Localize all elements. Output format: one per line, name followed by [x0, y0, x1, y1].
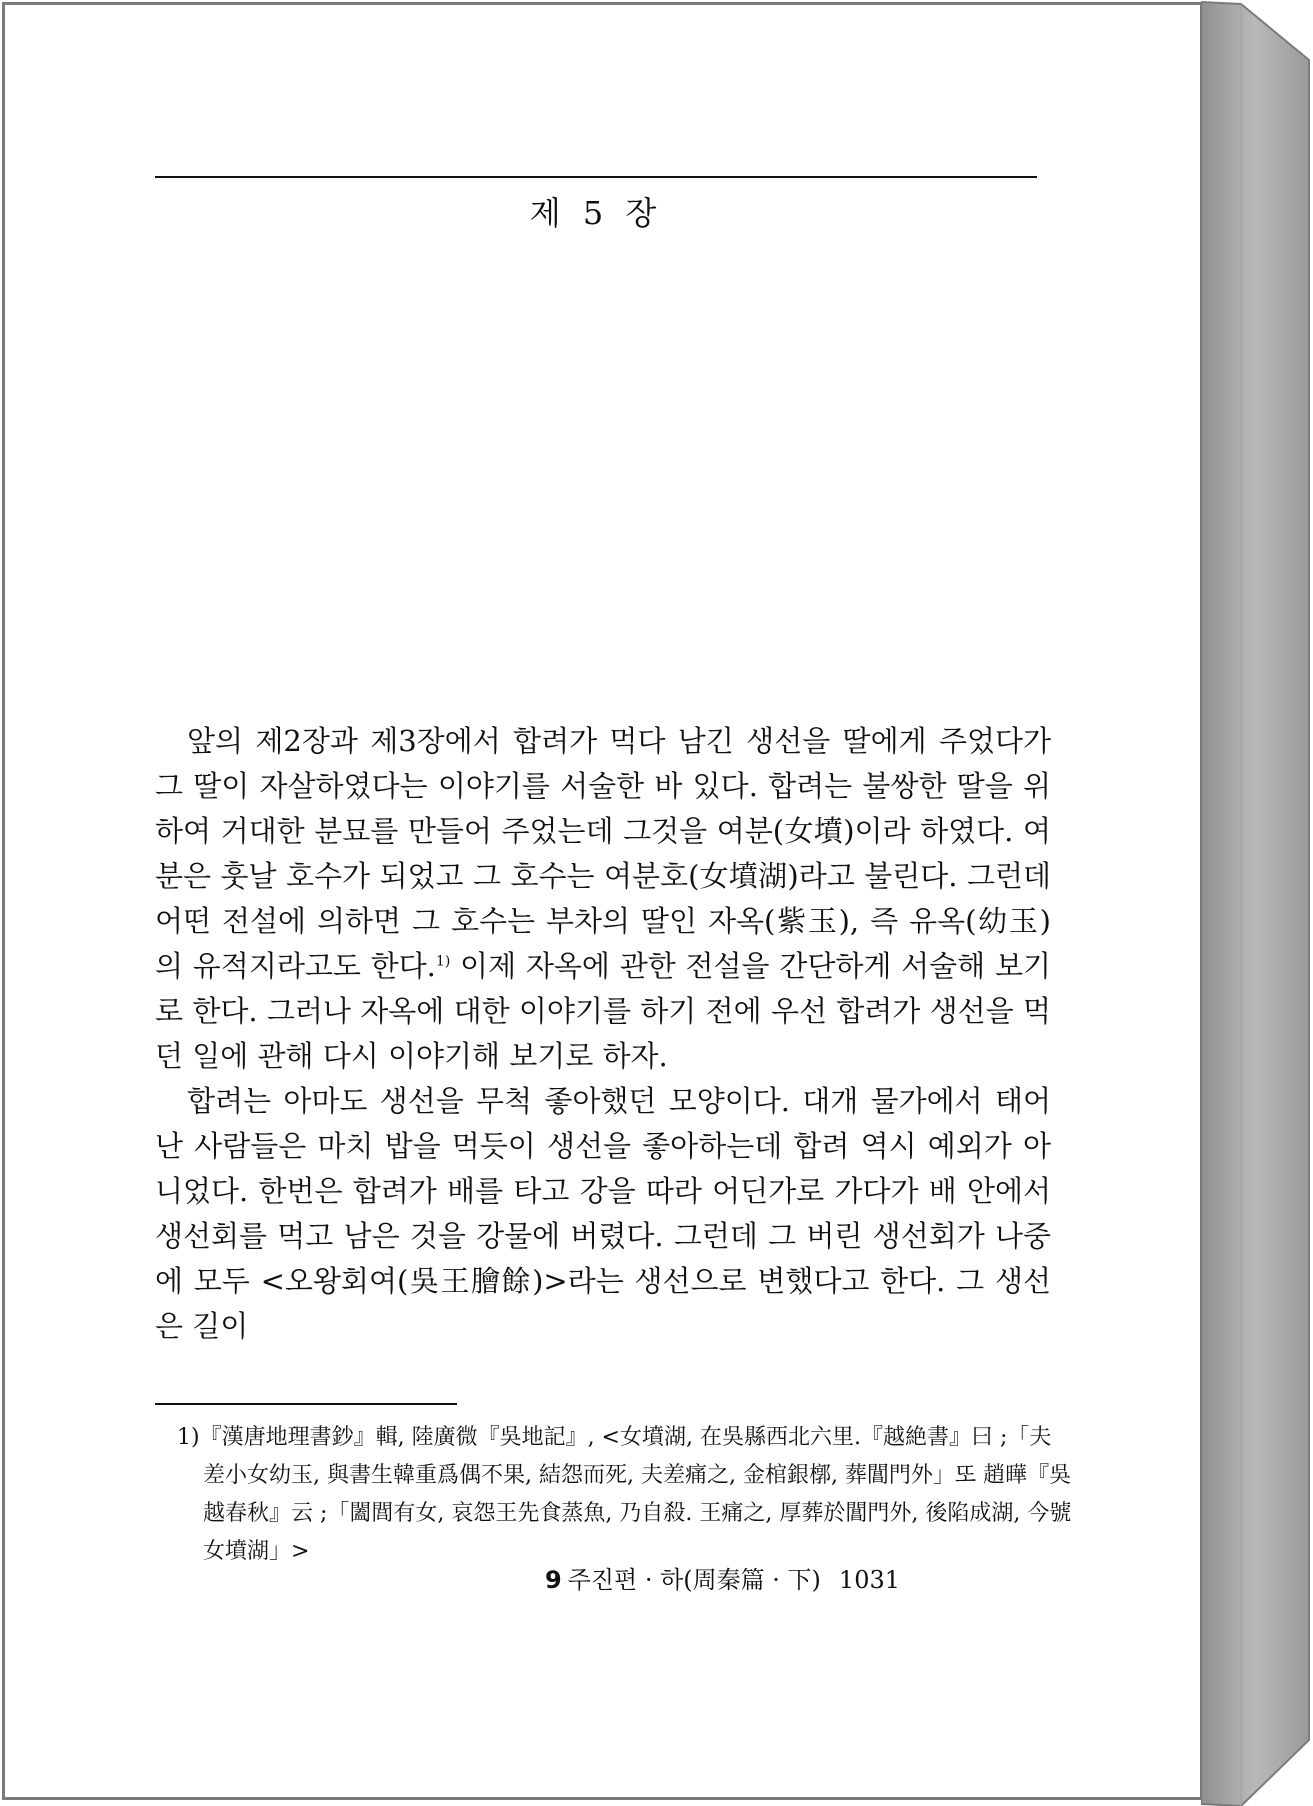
section-title: 주진편 · 하(周秦篇 · 下)	[567, 1566, 821, 1594]
footnote-divider	[155, 1403, 457, 1405]
body-text	[155, 719, 1051, 1349]
paragraph-2: 합려는 아마도 생선을 무척 좋아했던 모양이다. 대개 물가에서 태어난 사람들은 마치 밥을 먹듯이 생선을 좋아하는데 합려 역시 예외가 아니었다. 한번은 합려가 배를 타고 강을 따라 어딘가로 가다가 배 안에서 생선회를 먹고 남은 것을 강물에 버렸다. 그런데 그 버린 생선회가 나중에 모두 <오왕회여(吳王膾餘)>라는 생선으로 변했다고 한다. 그 생선은 길이	[155, 1084, 1051, 1343]
volume-number: 9	[544, 1566, 562, 1594]
paragraph-1	[155, 719, 1051, 1079]
footnote-reference-1: 1)	[435, 953, 451, 970]
book-page	[2, 2, 1203, 1800]
running-footer	[545, 1563, 900, 1597]
paragraph-1-text: 앞의 제2장과 제3장에서 합려가 먹다 남긴 생선을 딸에게 주었다가 그 딸이 자살하였다는 이야기를 서술한 바 있다. 합려는 불쌍한 딸을 위하여 거대한 분묘를 만들어 주었는데 그것을 여분(女墳)이라 하였다. 여분은 훗날 호수가 되었고 그 호수는 여분호(女墳湖)라고 불린다. 그런데 어떤 전설에 의하면 그 호수는 부차의 딸인 자옥(紫玉), 즉 유옥(幼玉)의 유적지라고도 한다.	[155, 724, 1051, 983]
footnote-1: 1)『漢唐地理書鈔』輯, 陸廣微『吳地記』, <女墳湖, 在吳縣西北六里.『越絶書』曰 ;「夫差小女幼玉, 與書生韓重爲偶不果, 結怨而死, 夫差痛之, 金棺銀槨, 葬閶門外」또 趙曄『吳越春秋』云 ;「闔閭有女, 哀怨王先食蒸魚, 乃自殺. 王痛之, 厚葬於閶門外, 後陷成湖, 今號女墳湖」>	[177, 1425, 1072, 1564]
book-page-edge	[1201, 0, 1313, 1806]
chapter-title: 제 5 장	[529, 194, 663, 232]
page-number: 1031	[838, 1566, 900, 1594]
chapter-header-rule	[155, 176, 1037, 178]
paragraph-1-text-continued: 이제 자옥에 관한 전설을 간단하게 서술해 보기로 한다. 그러나 자옥에 대한 이야기를 하기 전에 우선 합려가 생선을 먹던 일에 관해 다시 이야기해 보기로 하자.	[155, 949, 1052, 1073]
